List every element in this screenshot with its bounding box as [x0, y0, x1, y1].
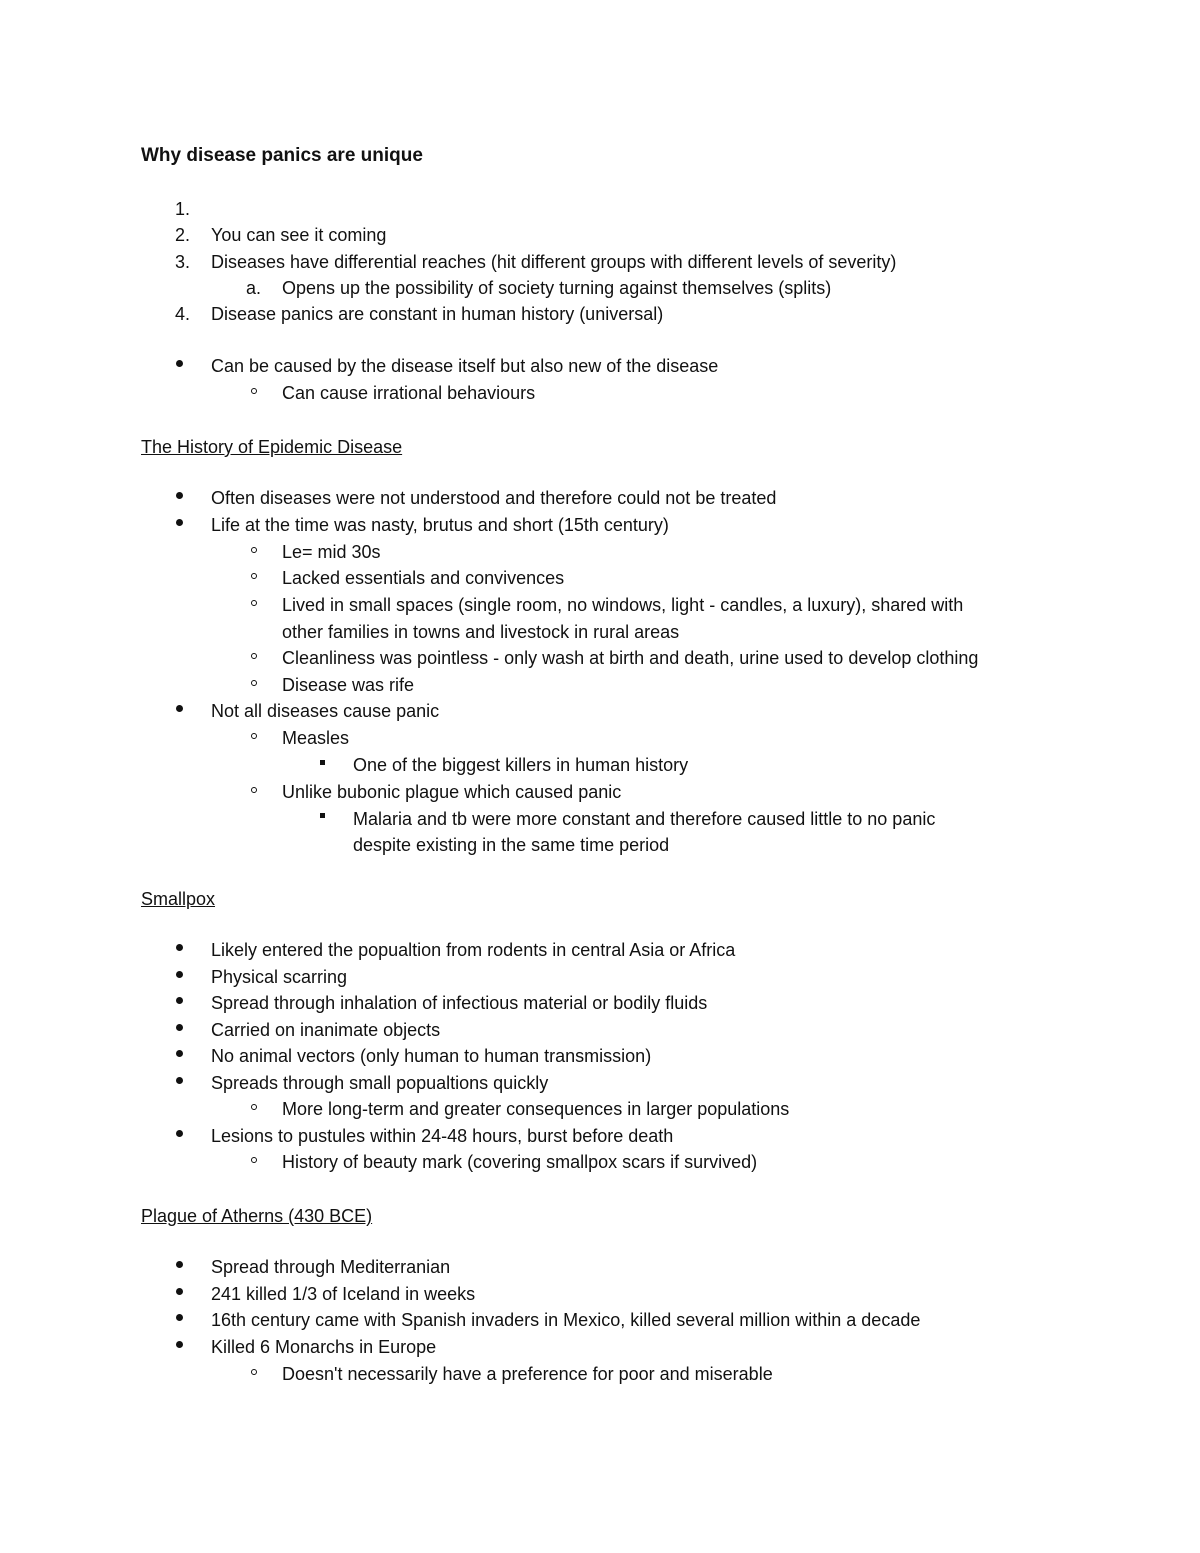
list-item: One of the biggest killers in human history — [353, 755, 689, 775]
list-item: Carried on inanimate objects — [211, 1020, 441, 1040]
list-item: Unlike bubonic plague which caused panic — [282, 782, 622, 802]
list-item: Spread through inhalation of infectious material or bodily fluids — [211, 993, 708, 1013]
circle-bullet-icon — [251, 388, 257, 394]
list-item: Le= mid 30s — [282, 542, 381, 562]
circle-bullet-icon — [251, 653, 257, 659]
list-item: Opens up the possibility of society turning against themselves (splits) — [282, 278, 832, 298]
list-marker: 3. — [175, 252, 191, 272]
list-item: Lesions to pustules within 24-48 hours, burst before death — [211, 1126, 674, 1146]
circle-bullet-icon — [251, 547, 257, 553]
list-item: Cleanliness was pointless - only wash at birth and death, urine used to develop clothing — [282, 648, 979, 668]
list-marker: 1. — [175, 199, 191, 219]
bullet-icon — [176, 705, 183, 712]
list-item: Physical scarring — [211, 967, 348, 987]
list-marker: 2. — [175, 225, 191, 245]
list-item: Lacked essentials and convivences — [282, 568, 565, 588]
list-item-continuation: despite existing in the same time period — [353, 835, 670, 855]
list-item: Diseases have differential reaches (hit different groups with different levels of severity) — [211, 252, 897, 272]
list-item: Often diseases were not understood and therefore could not be treated — [211, 488, 777, 508]
circle-bullet-icon — [251, 680, 257, 686]
list-marker: a. — [246, 278, 262, 298]
list-item: Spreads through small popualtions quickly — [211, 1073, 549, 1093]
list-item: Malaria and tb were more constant and therefore caused little to no panic — [353, 809, 936, 829]
list-item: Measles — [282, 728, 350, 748]
document-title: Why disease panics are unique — [141, 145, 423, 166]
list-item: Lived in small spaces (single room, no windows, light - candles, a luxury), shared with — [282, 595, 964, 615]
list-item: Life at the time was nasty, brutus and short (15th century) — [211, 515, 669, 535]
list-item: History of beauty mark (covering smallpox scars if survived) — [282, 1152, 758, 1172]
bullet-icon — [176, 1130, 183, 1137]
bullet-icon — [176, 971, 183, 978]
list-marker: 4. — [175, 304, 191, 324]
list-item: Can be caused by the disease itself but also new of the disease — [211, 356, 719, 376]
circle-bullet-icon — [251, 1157, 257, 1163]
square-bullet-icon — [320, 760, 325, 765]
circle-bullet-icon — [251, 787, 257, 793]
square-bullet-icon — [320, 813, 325, 818]
bullet-icon — [176, 944, 183, 951]
circle-bullet-icon — [251, 1369, 257, 1375]
bullet-icon — [176, 1024, 183, 1031]
bullet-icon — [176, 1314, 183, 1321]
list-item: Disease panics are constant in human history (universal) — [211, 304, 664, 324]
bullet-icon — [176, 1261, 183, 1268]
bullet-icon — [176, 492, 183, 499]
list-item: Can cause irrational behaviours — [282, 383, 536, 403]
bullet-icon — [176, 1050, 183, 1057]
bullet-icon — [176, 1341, 183, 1348]
list-item: Doesn't necessarily have a preference for poor and miserable — [282, 1364, 773, 1384]
circle-bullet-icon — [251, 733, 257, 739]
list-item: 16th century came with Spanish invaders in Mexico, killed several million within a decade — [211, 1310, 921, 1330]
list-item: More long-term and greater consequences in larger populations — [282, 1099, 790, 1119]
circle-bullet-icon — [251, 1104, 257, 1110]
section-heading: The History of Epidemic Disease — [141, 437, 403, 457]
list-item: Disease was rife — [282, 675, 415, 695]
list-item: 241 killed 1/3 of Iceland in weeks — [211, 1284, 476, 1304]
list-item-continuation: other families in towns and livestock in rural areas — [282, 622, 680, 642]
section-heading: Smallpox — [141, 889, 216, 909]
list-item: You can see it coming — [211, 225, 387, 245]
list-item: Not all diseases cause panic — [211, 701, 440, 721]
bullet-icon — [176, 1077, 183, 1084]
bullet-icon — [176, 997, 183, 1004]
list-item: No animal vectors (only human to human transmission) — [211, 1046, 652, 1066]
bullet-icon — [176, 519, 183, 526]
bullet-icon — [176, 360, 183, 367]
bullet-icon — [176, 1288, 183, 1295]
list-item: Likely entered the popualtion from rodents in central Asia or Africa — [211, 940, 736, 960]
circle-bullet-icon — [251, 600, 257, 606]
list-item: Killed 6 Monarchs in Europe — [211, 1337, 437, 1357]
list-item: Spread through Mediterranian — [211, 1257, 451, 1277]
circle-bullet-icon — [251, 573, 257, 579]
section-heading: Plague of Atherns (430 BCE) — [141, 1206, 373, 1226]
